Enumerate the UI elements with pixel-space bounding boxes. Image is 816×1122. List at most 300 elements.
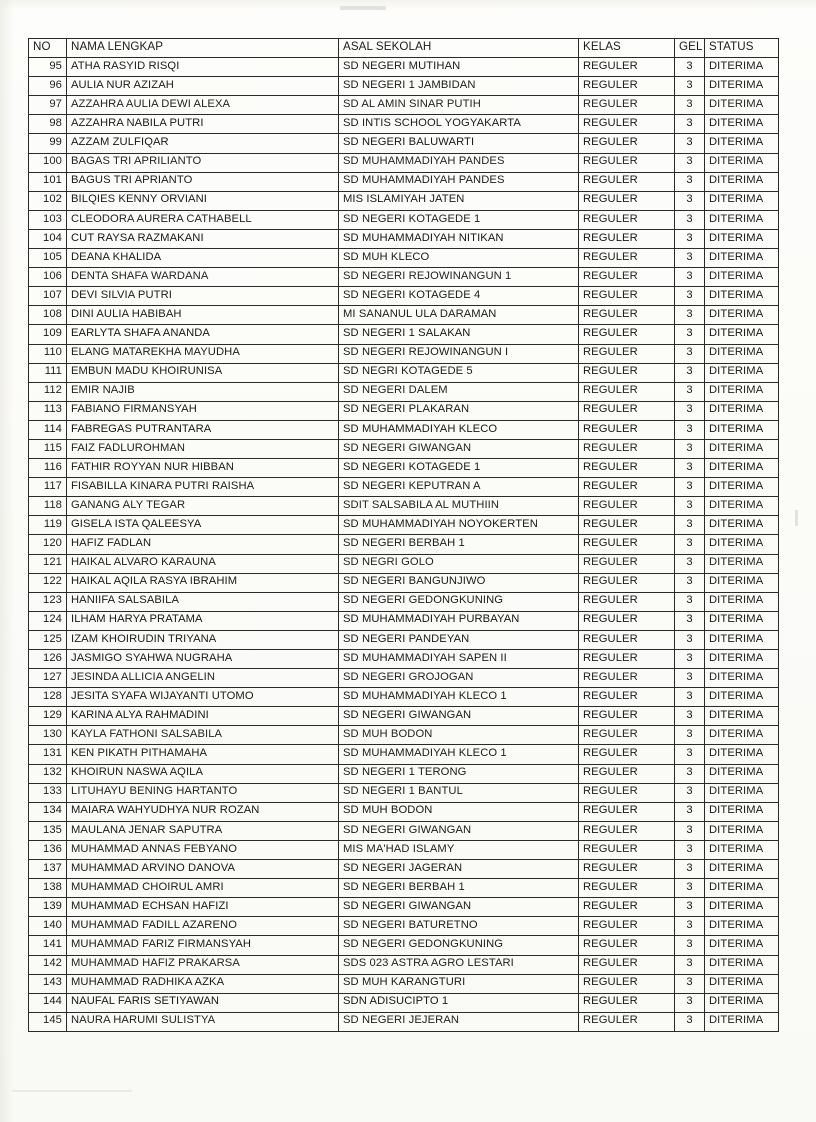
table-row [29, 249, 779, 268]
table-row [29, 802, 779, 821]
column-header-school: ASAL SEKOLAH [339, 39, 579, 58]
cell-status: DITERIMA [705, 172, 779, 191]
scan-speck [340, 6, 386, 10]
cell-kelas: REGULER [579, 191, 675, 210]
cell-name: JESINDA ALLICIA ANGELIN [67, 669, 339, 688]
cell-kelas: REGULER [579, 745, 675, 764]
cell-name: EARLYTA SHAFA ANANDA [67, 325, 339, 344]
page-edge-shadow-top [0, 0, 816, 10]
cell-no: 124 [29, 611, 67, 630]
cell-gel: 3 [675, 802, 705, 821]
cell-school: MI SANANUL ULA DARAMAN [339, 306, 579, 325]
table-row [29, 210, 779, 229]
cell-name: HAIKAL ALVARO KARAUNA [67, 554, 339, 573]
table-row [29, 993, 779, 1012]
cell-gel: 3 [675, 917, 705, 936]
cell-status: DITERIMA [705, 401, 779, 420]
table-row [29, 860, 779, 879]
cell-gel: 3 [675, 630, 705, 649]
cell-school: SD AL AMIN SINAR PUTIH [339, 96, 579, 115]
cell-school: MIS ISLAMIYAH JATEN [339, 191, 579, 210]
table-row [29, 821, 779, 840]
cell-status: DITERIMA [705, 745, 779, 764]
cell-name: ATHA RASYID RISQI [67, 58, 339, 77]
cell-school: SD MUHAMMADIYAH KLECO 1 [339, 688, 579, 707]
cell-no: 145 [29, 1012, 67, 1031]
cell-no: 103 [29, 210, 67, 229]
cell-status: DITERIMA [705, 96, 779, 115]
cell-school: SD MUHAMMADIYAH PANDES [339, 172, 579, 191]
cell-status: DITERIMA [705, 459, 779, 478]
cell-name: BILQIES KENNY ORVIANI [67, 191, 339, 210]
cell-kelas: REGULER [579, 573, 675, 592]
cell-name: HANIIFA SALSABILA [67, 592, 339, 611]
table-row [29, 630, 779, 649]
cell-kelas: REGULER [579, 401, 675, 420]
cell-gel: 3 [675, 382, 705, 401]
cell-gel: 3 [675, 287, 705, 306]
cell-gel: 3 [675, 134, 705, 153]
cell-name: MAULANA JENAR SAPUTRA [67, 821, 339, 840]
cell-name: KEN PIKATH PITHAMAHA [67, 745, 339, 764]
cell-kelas: REGULER [579, 134, 675, 153]
cell-school: SD NEGERI GIWANGAN [339, 821, 579, 840]
cell-kelas: REGULER [579, 669, 675, 688]
cell-no: 134 [29, 802, 67, 821]
cell-school: SD NEGERI 1 BANTUL [339, 783, 579, 802]
cell-status: DITERIMA [705, 1012, 779, 1031]
cell-kelas: REGULER [579, 363, 675, 382]
table-row [29, 936, 779, 955]
cell-no: 98 [29, 115, 67, 134]
cell-no: 132 [29, 764, 67, 783]
cell-kelas: REGULER [579, 688, 675, 707]
cell-no: 121 [29, 554, 67, 573]
table-row [29, 287, 779, 306]
cell-name: ELANG MATAREKHA MAYUDHA [67, 344, 339, 363]
cell-school: SD NEGERI PANDEYAN [339, 630, 579, 649]
cell-gel: 3 [675, 879, 705, 898]
cell-kelas: REGULER [579, 77, 675, 96]
roster-table-container [28, 38, 778, 1032]
cell-no: 113 [29, 401, 67, 420]
table-row [29, 191, 779, 210]
cell-name: LITUHAYU BENING HARTANTO [67, 783, 339, 802]
cell-gel: 3 [675, 764, 705, 783]
cell-gel: 3 [675, 344, 705, 363]
table-row [29, 439, 779, 458]
cell-school: SD NEGERI BERBAH 1 [339, 535, 579, 554]
cell-kelas: REGULER [579, 898, 675, 917]
table-row [29, 1012, 779, 1031]
cell-name: BAGUS TRI APRIANTO [67, 172, 339, 191]
cell-school: SD INTIS SCHOOL YOGYAKARTA [339, 115, 579, 134]
cell-status: DITERIMA [705, 210, 779, 229]
cell-no: 118 [29, 497, 67, 516]
cell-kelas: REGULER [579, 420, 675, 439]
cell-kelas: REGULER [579, 554, 675, 573]
cell-status: DITERIMA [705, 77, 779, 96]
cell-school: SD NEGERI 1 TERONG [339, 764, 579, 783]
cell-status: DITERIMA [705, 860, 779, 879]
cell-no: 100 [29, 153, 67, 172]
cell-kelas: REGULER [579, 783, 675, 802]
cell-status: DITERIMA [705, 478, 779, 497]
cell-status: DITERIMA [705, 516, 779, 535]
cell-kelas: REGULER [579, 936, 675, 955]
cell-gel: 3 [675, 401, 705, 420]
cell-no: 109 [29, 325, 67, 344]
cell-status: DITERIMA [705, 974, 779, 993]
cell-kelas: REGULER [579, 516, 675, 535]
cell-school: SD NEGERI PLAKARAN [339, 401, 579, 420]
cell-status: DITERIMA [705, 630, 779, 649]
cell-no: 115 [29, 439, 67, 458]
cell-no: 99 [29, 134, 67, 153]
cell-name: FAIZ FADLUROHMAN [67, 439, 339, 458]
cell-school: SD NEGERI REJOWINANGUN I [339, 344, 579, 363]
cell-gel: 3 [675, 439, 705, 458]
column-header-status: STATUS [705, 39, 779, 58]
cell-school: SD NEGERI KOTAGEDE 1 [339, 210, 579, 229]
cell-name: KHOIRUN NASWA AQILA [67, 764, 339, 783]
cell-kelas: REGULER [579, 439, 675, 458]
cell-gel: 3 [675, 96, 705, 115]
cell-status: DITERIMA [705, 764, 779, 783]
cell-status: DITERIMA [705, 726, 779, 745]
cell-school: SD NEGERI BALUWARTI [339, 134, 579, 153]
cell-school: SD NEGERI BANGUNJIWO [339, 573, 579, 592]
table-row [29, 363, 779, 382]
cell-no: 110 [29, 344, 67, 363]
table-row [29, 344, 779, 363]
cell-name: BAGAS TRI APRILIANTO [67, 153, 339, 172]
cell-gel: 3 [675, 745, 705, 764]
cell-no: 138 [29, 879, 67, 898]
cell-kelas: REGULER [579, 344, 675, 363]
cell-name: GISELA ISTA QALEESYA [67, 516, 339, 535]
cell-kelas: REGULER [579, 917, 675, 936]
cell-no: 128 [29, 688, 67, 707]
cell-gel: 3 [675, 249, 705, 268]
cell-name: MUHAMMAD RADHIKA AZKA [67, 974, 339, 993]
table-row [29, 669, 779, 688]
cell-no: 133 [29, 783, 67, 802]
cell-school: SD NEGERI REJOWINANGUN 1 [339, 268, 579, 287]
cell-no: 120 [29, 535, 67, 554]
table-row [29, 898, 779, 917]
table-row [29, 879, 779, 898]
cell-no: 122 [29, 573, 67, 592]
cell-kelas: REGULER [579, 229, 675, 248]
cell-no: 102 [29, 191, 67, 210]
cell-no: 114 [29, 420, 67, 439]
cell-status: DITERIMA [705, 439, 779, 458]
table-row [29, 840, 779, 859]
cell-school: SDS 023 ASTRA AGRO LESTARI [339, 955, 579, 974]
cell-name: FABREGAS PUTRANTARA [67, 420, 339, 439]
cell-no: 126 [29, 650, 67, 669]
cell-status: DITERIMA [705, 535, 779, 554]
table-row [29, 229, 779, 248]
cell-name: AZZAM ZULFIQAR [67, 134, 339, 153]
table-row [29, 268, 779, 287]
cell-name: MUHAMMAD CHOIRUL AMRI [67, 879, 339, 898]
cell-name: MUHAMMAD HAFIZ PRAKARSA [67, 955, 339, 974]
cell-gel: 3 [675, 153, 705, 172]
table-row [29, 478, 779, 497]
cell-kelas: REGULER [579, 764, 675, 783]
column-header-gel: GEL [675, 39, 705, 58]
cell-no: 108 [29, 306, 67, 325]
table-row [29, 783, 779, 802]
table-header [29, 39, 779, 58]
cell-school: SD NEGERI GIWANGAN [339, 439, 579, 458]
cell-name: KARINA ALYA RAHMADINI [67, 707, 339, 726]
table-row [29, 535, 779, 554]
cell-no: 131 [29, 745, 67, 764]
cell-no: 139 [29, 898, 67, 917]
cell-kelas: REGULER [579, 592, 675, 611]
cell-gel: 3 [675, 592, 705, 611]
table-row [29, 134, 779, 153]
cell-school: SD NEGERI GIWANGAN [339, 707, 579, 726]
cell-status: DITERIMA [705, 287, 779, 306]
cell-kelas: REGULER [579, 459, 675, 478]
cell-school: SD NEGERI KOTAGEDE 4 [339, 287, 579, 306]
cell-gel: 3 [675, 726, 705, 745]
cell-status: DITERIMA [705, 993, 779, 1012]
cell-no: 97 [29, 96, 67, 115]
table-row [29, 592, 779, 611]
cell-no: 112 [29, 382, 67, 401]
cell-no: 137 [29, 860, 67, 879]
cell-name: DEVI SILVIA PUTRI [67, 287, 339, 306]
cell-no: 129 [29, 707, 67, 726]
cell-school: SD NEGERI GEDONGKUNING [339, 592, 579, 611]
cell-status: DITERIMA [705, 153, 779, 172]
cell-no: 143 [29, 974, 67, 993]
column-header-name: NAMA LENGKAP [67, 39, 339, 58]
cell-gel: 3 [675, 554, 705, 573]
cell-gel: 3 [675, 840, 705, 859]
cell-kelas: REGULER [579, 325, 675, 344]
cell-school: SD NEGERI DALEM [339, 382, 579, 401]
cell-status: DITERIMA [705, 917, 779, 936]
cell-name: JASMIGO SYAHWA NUGRAHA [67, 650, 339, 669]
cell-gel: 3 [675, 268, 705, 287]
cell-status: DITERIMA [705, 325, 779, 344]
cell-no: 130 [29, 726, 67, 745]
cell-school: SD MUHAMMADIYAH NITIKAN [339, 229, 579, 248]
table-row [29, 745, 779, 764]
cell-school: MIS MA'HAD ISLAMY [339, 840, 579, 859]
cell-kelas: REGULER [579, 860, 675, 879]
cell-no: 123 [29, 592, 67, 611]
column-header-no: NO [29, 39, 67, 58]
cell-gel: 3 [675, 974, 705, 993]
table-row [29, 611, 779, 630]
cell-gel: 3 [675, 821, 705, 840]
cell-name: NAUFAL FARIS SETIYAWAN [67, 993, 339, 1012]
cell-name: MUHAMMAD ANNAS FEBYANO [67, 840, 339, 859]
cell-school: SD MUHAMMADIYAH PURBAYAN [339, 611, 579, 630]
cell-name: EMBUN MADU KHOIRUNISA [67, 363, 339, 382]
table-row [29, 650, 779, 669]
cell-kelas: REGULER [579, 611, 675, 630]
cell-status: DITERIMA [705, 554, 779, 573]
cell-gel: 3 [675, 58, 705, 77]
cell-kelas: REGULER [579, 210, 675, 229]
scan-speck [795, 510, 798, 526]
cell-name: MAIARA WAHYUDHYA NUR ROZAN [67, 802, 339, 821]
cell-gel: 3 [675, 669, 705, 688]
table-row [29, 554, 779, 573]
cell-school: SD MUHAMMADIYAH KLECO 1 [339, 745, 579, 764]
cell-no: 105 [29, 249, 67, 268]
cell-school: SD MUHAMMADIYAH SAPEN II [339, 650, 579, 669]
cell-status: DITERIMA [705, 268, 779, 287]
table-row [29, 459, 779, 478]
cell-no: 104 [29, 229, 67, 248]
cell-no: 119 [29, 516, 67, 535]
cell-status: DITERIMA [705, 592, 779, 611]
table-row [29, 707, 779, 726]
cell-no: 107 [29, 287, 67, 306]
cell-status: DITERIMA [705, 821, 779, 840]
cell-kelas: REGULER [579, 497, 675, 516]
cell-status: DITERIMA [705, 363, 779, 382]
cell-kelas: REGULER [579, 535, 675, 554]
cell-name: MUHAMMAD FARIZ FIRMANSYAH [67, 936, 339, 955]
cell-name: FATHIR ROYYAN NUR HIBBAN [67, 459, 339, 478]
cell-gel: 3 [675, 650, 705, 669]
cell-no: 127 [29, 669, 67, 688]
cell-gel: 3 [675, 115, 705, 134]
cell-school: SD NEGERI MUTIHAN [339, 58, 579, 77]
cell-school: SD NEGERI GROJOGAN [339, 669, 579, 688]
cell-gel: 3 [675, 172, 705, 191]
cell-kelas: REGULER [579, 268, 675, 287]
table-row [29, 306, 779, 325]
table-row [29, 58, 779, 77]
cell-name: EMIR NAJIB [67, 382, 339, 401]
column-header-kelas: KELAS [579, 39, 675, 58]
table-row [29, 726, 779, 745]
table-row [29, 325, 779, 344]
cell-school: SD NEGERI KOTAGEDE 1 [339, 459, 579, 478]
cell-gel: 3 [675, 306, 705, 325]
table-row [29, 401, 779, 420]
cell-no: 111 [29, 363, 67, 382]
table-row [29, 382, 779, 401]
cell-gel: 3 [675, 573, 705, 592]
cell-status: DITERIMA [705, 955, 779, 974]
cell-kelas: REGULER [579, 802, 675, 821]
cell-name: FABIANO FIRMANSYAH [67, 401, 339, 420]
cell-no: 140 [29, 917, 67, 936]
cell-kelas: REGULER [579, 840, 675, 859]
cell-name: CUT RAYSA RAZMAKANI [67, 229, 339, 248]
table-row [29, 96, 779, 115]
cell-kelas: REGULER [579, 96, 675, 115]
cell-no: 95 [29, 58, 67, 77]
cell-kelas: REGULER [579, 955, 675, 974]
table-row [29, 917, 779, 936]
cell-school: SD MUHAMMADIYAH NOYOKERTEN [339, 516, 579, 535]
cell-gel: 3 [675, 535, 705, 554]
cell-school: SD NEGRI KOTAGEDE 5 [339, 363, 579, 382]
cell-name: AULIA NUR AZIZAH [67, 77, 339, 96]
cell-gel: 3 [675, 955, 705, 974]
cell-school: SD NEGERI JEJERAN [339, 1012, 579, 1031]
cell-no: 106 [29, 268, 67, 287]
cell-name: AZZAHRA AULIA DEWI ALEXA [67, 96, 339, 115]
cell-status: DITERIMA [705, 134, 779, 153]
cell-status: DITERIMA [705, 420, 779, 439]
cell-school: SD NEGERI GEDONGKUNING [339, 936, 579, 955]
cell-kelas: REGULER [579, 249, 675, 268]
cell-gel: 3 [675, 611, 705, 630]
cell-status: DITERIMA [705, 707, 779, 726]
cell-school: SD MUH BODON [339, 802, 579, 821]
cell-no: 135 [29, 821, 67, 840]
cell-kelas: REGULER [579, 58, 675, 77]
cell-gel: 3 [675, 497, 705, 516]
cell-gel: 3 [675, 459, 705, 478]
cell-no: 144 [29, 993, 67, 1012]
cell-gel: 3 [675, 325, 705, 344]
cell-name: DEANA KHALIDA [67, 249, 339, 268]
cell-status: DITERIMA [705, 382, 779, 401]
table-row [29, 974, 779, 993]
cell-school: SDIT SALSABILA AL MUTHIIN [339, 497, 579, 516]
cell-gel: 3 [675, 993, 705, 1012]
table-row [29, 115, 779, 134]
cell-no: 136 [29, 840, 67, 859]
cell-gel: 3 [675, 898, 705, 917]
cell-no: 101 [29, 172, 67, 191]
cell-gel: 3 [675, 936, 705, 955]
cell-name: GANANG ALY TEGAR [67, 497, 339, 516]
cell-gel: 3 [675, 1012, 705, 1031]
cell-school: SD NEGERI 1 SALAKAN [339, 325, 579, 344]
cell-kelas: REGULER [579, 993, 675, 1012]
cell-gel: 3 [675, 229, 705, 248]
cell-status: DITERIMA [705, 344, 779, 363]
cell-name: MUHAMMAD ECHSAN HAFIZI [67, 898, 339, 917]
cell-status: DITERIMA [705, 840, 779, 859]
cell-name: DINI AULIA HABIBAH [67, 306, 339, 325]
cell-gel: 3 [675, 688, 705, 707]
cell-status: DITERIMA [705, 669, 779, 688]
cell-name: KAYLA FATHONI SALSABILA [67, 726, 339, 745]
cell-kelas: REGULER [579, 707, 675, 726]
cell-school: SDN ADISUCIPTO 1 [339, 993, 579, 1012]
cell-school: SD NEGERI BERBAH 1 [339, 879, 579, 898]
cell-status: DITERIMA [705, 802, 779, 821]
cell-kelas: REGULER [579, 153, 675, 172]
cell-status: DITERIMA [705, 898, 779, 917]
table-row [29, 77, 779, 96]
cell-status: DITERIMA [705, 688, 779, 707]
cell-kelas: REGULER [579, 382, 675, 401]
cell-name: HAFIZ FADLAN [67, 535, 339, 554]
page-edge-shadow-left [0, 0, 14, 1122]
cell-status: DITERIMA [705, 611, 779, 630]
cell-name: ILHAM HARYA PRATAMA [67, 611, 339, 630]
cell-status: DITERIMA [705, 573, 779, 592]
